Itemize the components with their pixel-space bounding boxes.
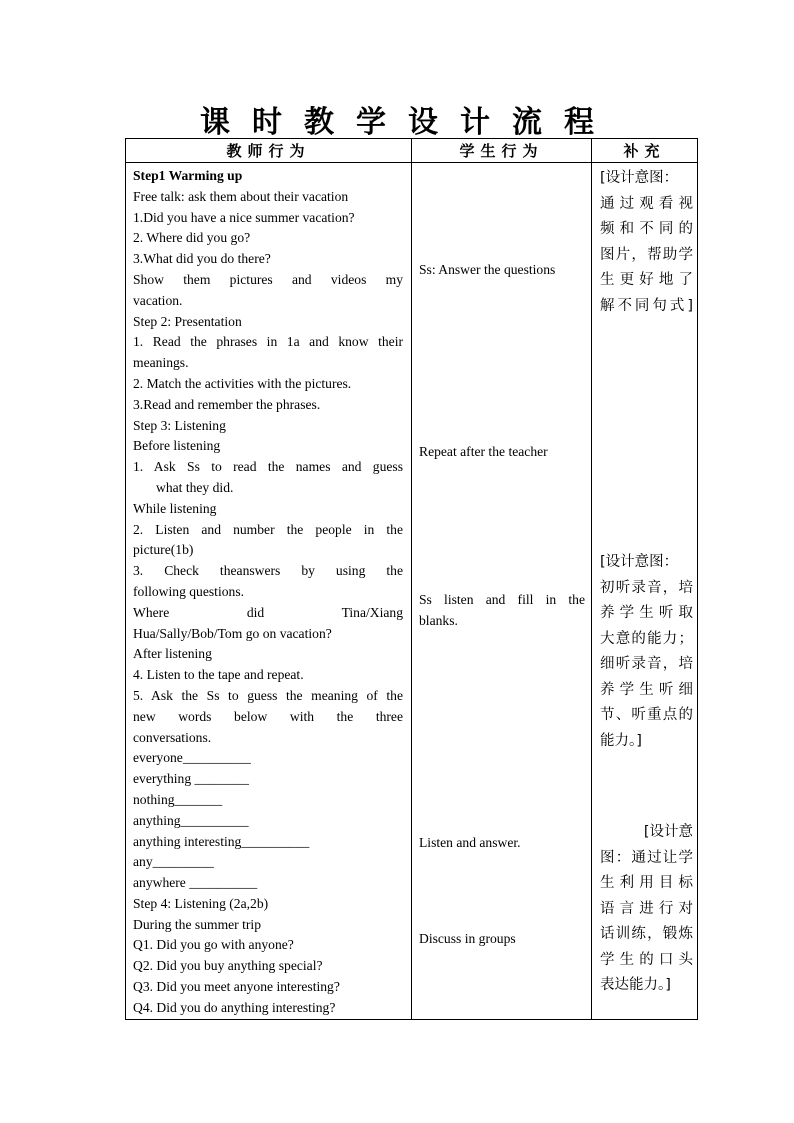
teacher-line: Free talk: ask them about their vacation — [133, 188, 349, 204]
header-supplement: 补充 — [592, 139, 698, 163]
note-line: 频和不同的 — [600, 221, 693, 237]
teacher-line: Step 3: Listening — [133, 417, 226, 433]
student-action — [419, 929, 585, 950]
note-line: 生更好地了 — [600, 272, 693, 288]
student-line: Repeat after the teacher — [419, 444, 548, 459]
teacher-line: anything interesting__________ — [133, 833, 310, 849]
teacher-line: Hua/Sally/Bob/Tom go on vacation? — [133, 625, 332, 641]
note-line: 学生的口头 — [600, 951, 693, 968]
note-line: 生利用目标 — [600, 875, 693, 891]
student-cell — [412, 163, 592, 1020]
teacher-line: vacation. — [133, 292, 183, 308]
teacher-line: Step 2: Presentation — [133, 313, 242, 329]
teacher-line: 4. Listen to the tape and repeat. — [133, 667, 304, 683]
student-line: blanks. — [419, 612, 458, 628]
design-intent-note — [600, 550, 693, 754]
page-title: 课时教学设计流程 — [200, 105, 616, 140]
note-line: 表达能力。] — [600, 977, 671, 993]
teacher-line: picture(1b) — [133, 542, 194, 558]
student-line: Ss: Answer the questions — [419, 262, 556, 277]
teacher-actions — [126, 163, 411, 1019]
note-line: 话训练，锻炼 — [600, 926, 693, 942]
teacher-line: Step1 Warming up — [133, 168, 243, 183]
note-line: 大意的能力； — [600, 630, 693, 647]
note-line: 语言进行对 — [600, 900, 693, 917]
teacher-line: everyone__________ — [133, 750, 251, 766]
teacher-line: conversations. — [133, 729, 212, 745]
note-line: [设计意图： — [600, 554, 679, 570]
teacher-line: 3. Check theanswers by using the — [133, 563, 403, 579]
teacher-cell — [126, 163, 412, 1020]
note-line: 图片，帮助学 — [600, 246, 693, 263]
student-action — [419, 260, 585, 281]
note-line: [设计意 — [643, 824, 693, 840]
student-action — [419, 833, 585, 854]
header-student: 学生行为 — [412, 139, 592, 163]
note-line: 解不同句式] — [600, 297, 693, 314]
teacher-line: anywhere __________ — [133, 875, 258, 891]
teacher-line: 3.Read and remember the phrases. — [133, 396, 321, 412]
teacher-line: 2. Where did you go? — [133, 230, 251, 246]
note-line: 能力。] — [600, 732, 642, 749]
note-line: [设计意图： — [600, 170, 679, 186]
teacher-line: Q2. Did you buy anything special? — [133, 958, 323, 974]
student-line: Ss listen and fill in the — [419, 592, 585, 607]
note-line: 图：通过让学 — [600, 849, 693, 866]
supplement-cell — [592, 163, 698, 1020]
lesson-design-table — [125, 138, 698, 1020]
header-teacher: 教师行为 — [126, 139, 412, 163]
header-row — [126, 139, 698, 163]
note-line: 通过观看视 — [600, 195, 693, 212]
design-intent-note — [600, 166, 693, 319]
teacher-line: 5. Ask the Ss to guess the meaning of the — [133, 687, 403, 703]
note-line: 养学生听取 — [600, 605, 693, 621]
design-intent-note — [600, 820, 693, 999]
note-line: 初听录音，培 — [600, 579, 693, 596]
note-line: 养学生听细 — [600, 681, 693, 698]
teacher-line: Q4. Did you do anything interesting? — [133, 999, 336, 1015]
student-action — [419, 442, 585, 463]
teacher-line: Q1. Did you go with anyone? — [133, 937, 294, 953]
teacher-line: any_________ — [133, 854, 214, 870]
teacher-line: 3.What did you do there? — [133, 251, 271, 267]
teacher-line: 1. Ask Ss to read the names and guess — [133, 459, 403, 475]
teacher-line: Q3. Did you meet anyone interesting? — [133, 979, 340, 995]
teacher-line: anything__________ — [133, 812, 249, 828]
teacher-line: While listening — [133, 500, 217, 516]
student-action — [419, 590, 585, 632]
student-line: Discuss in groups — [419, 931, 516, 946]
teacher-line: During the summer trip — [133, 916, 261, 932]
note-line: 节、听重点的 — [600, 707, 693, 723]
teacher-line: Show them pictures and videos my — [133, 271, 403, 287]
student-line: Listen and answer. — [419, 835, 521, 850]
teacher-line: new words below with the three — [133, 708, 403, 724]
teacher-line: Where did Tina/Xiang — [133, 604, 403, 620]
teacher-line: Before listening — [133, 438, 221, 454]
teacher-line: 1. Read the phrases in 1a and know their — [133, 334, 403, 350]
content-row — [126, 163, 698, 1020]
teacher-line: After listening — [133, 646, 212, 662]
teacher-line: 2. Listen and number the people in the — [133, 521, 403, 537]
teacher-line: meanings. — [133, 355, 189, 371]
teacher-line: Step 4: Listening (2a,2b) — [133, 895, 269, 911]
note-line: 细听录音，培 — [600, 656, 693, 672]
teacher-line: what they did. — [156, 479, 234, 495]
teacher-line: 2. Match the activities with the pictures. — [133, 375, 352, 391]
teacher-line: nothing_______ — [133, 791, 223, 807]
teacher-line: 1.Did you have a nice summer vacation? — [133, 209, 355, 225]
teacher-line: everything ________ — [133, 771, 249, 787]
teacher-line: following questions. — [133, 583, 245, 599]
